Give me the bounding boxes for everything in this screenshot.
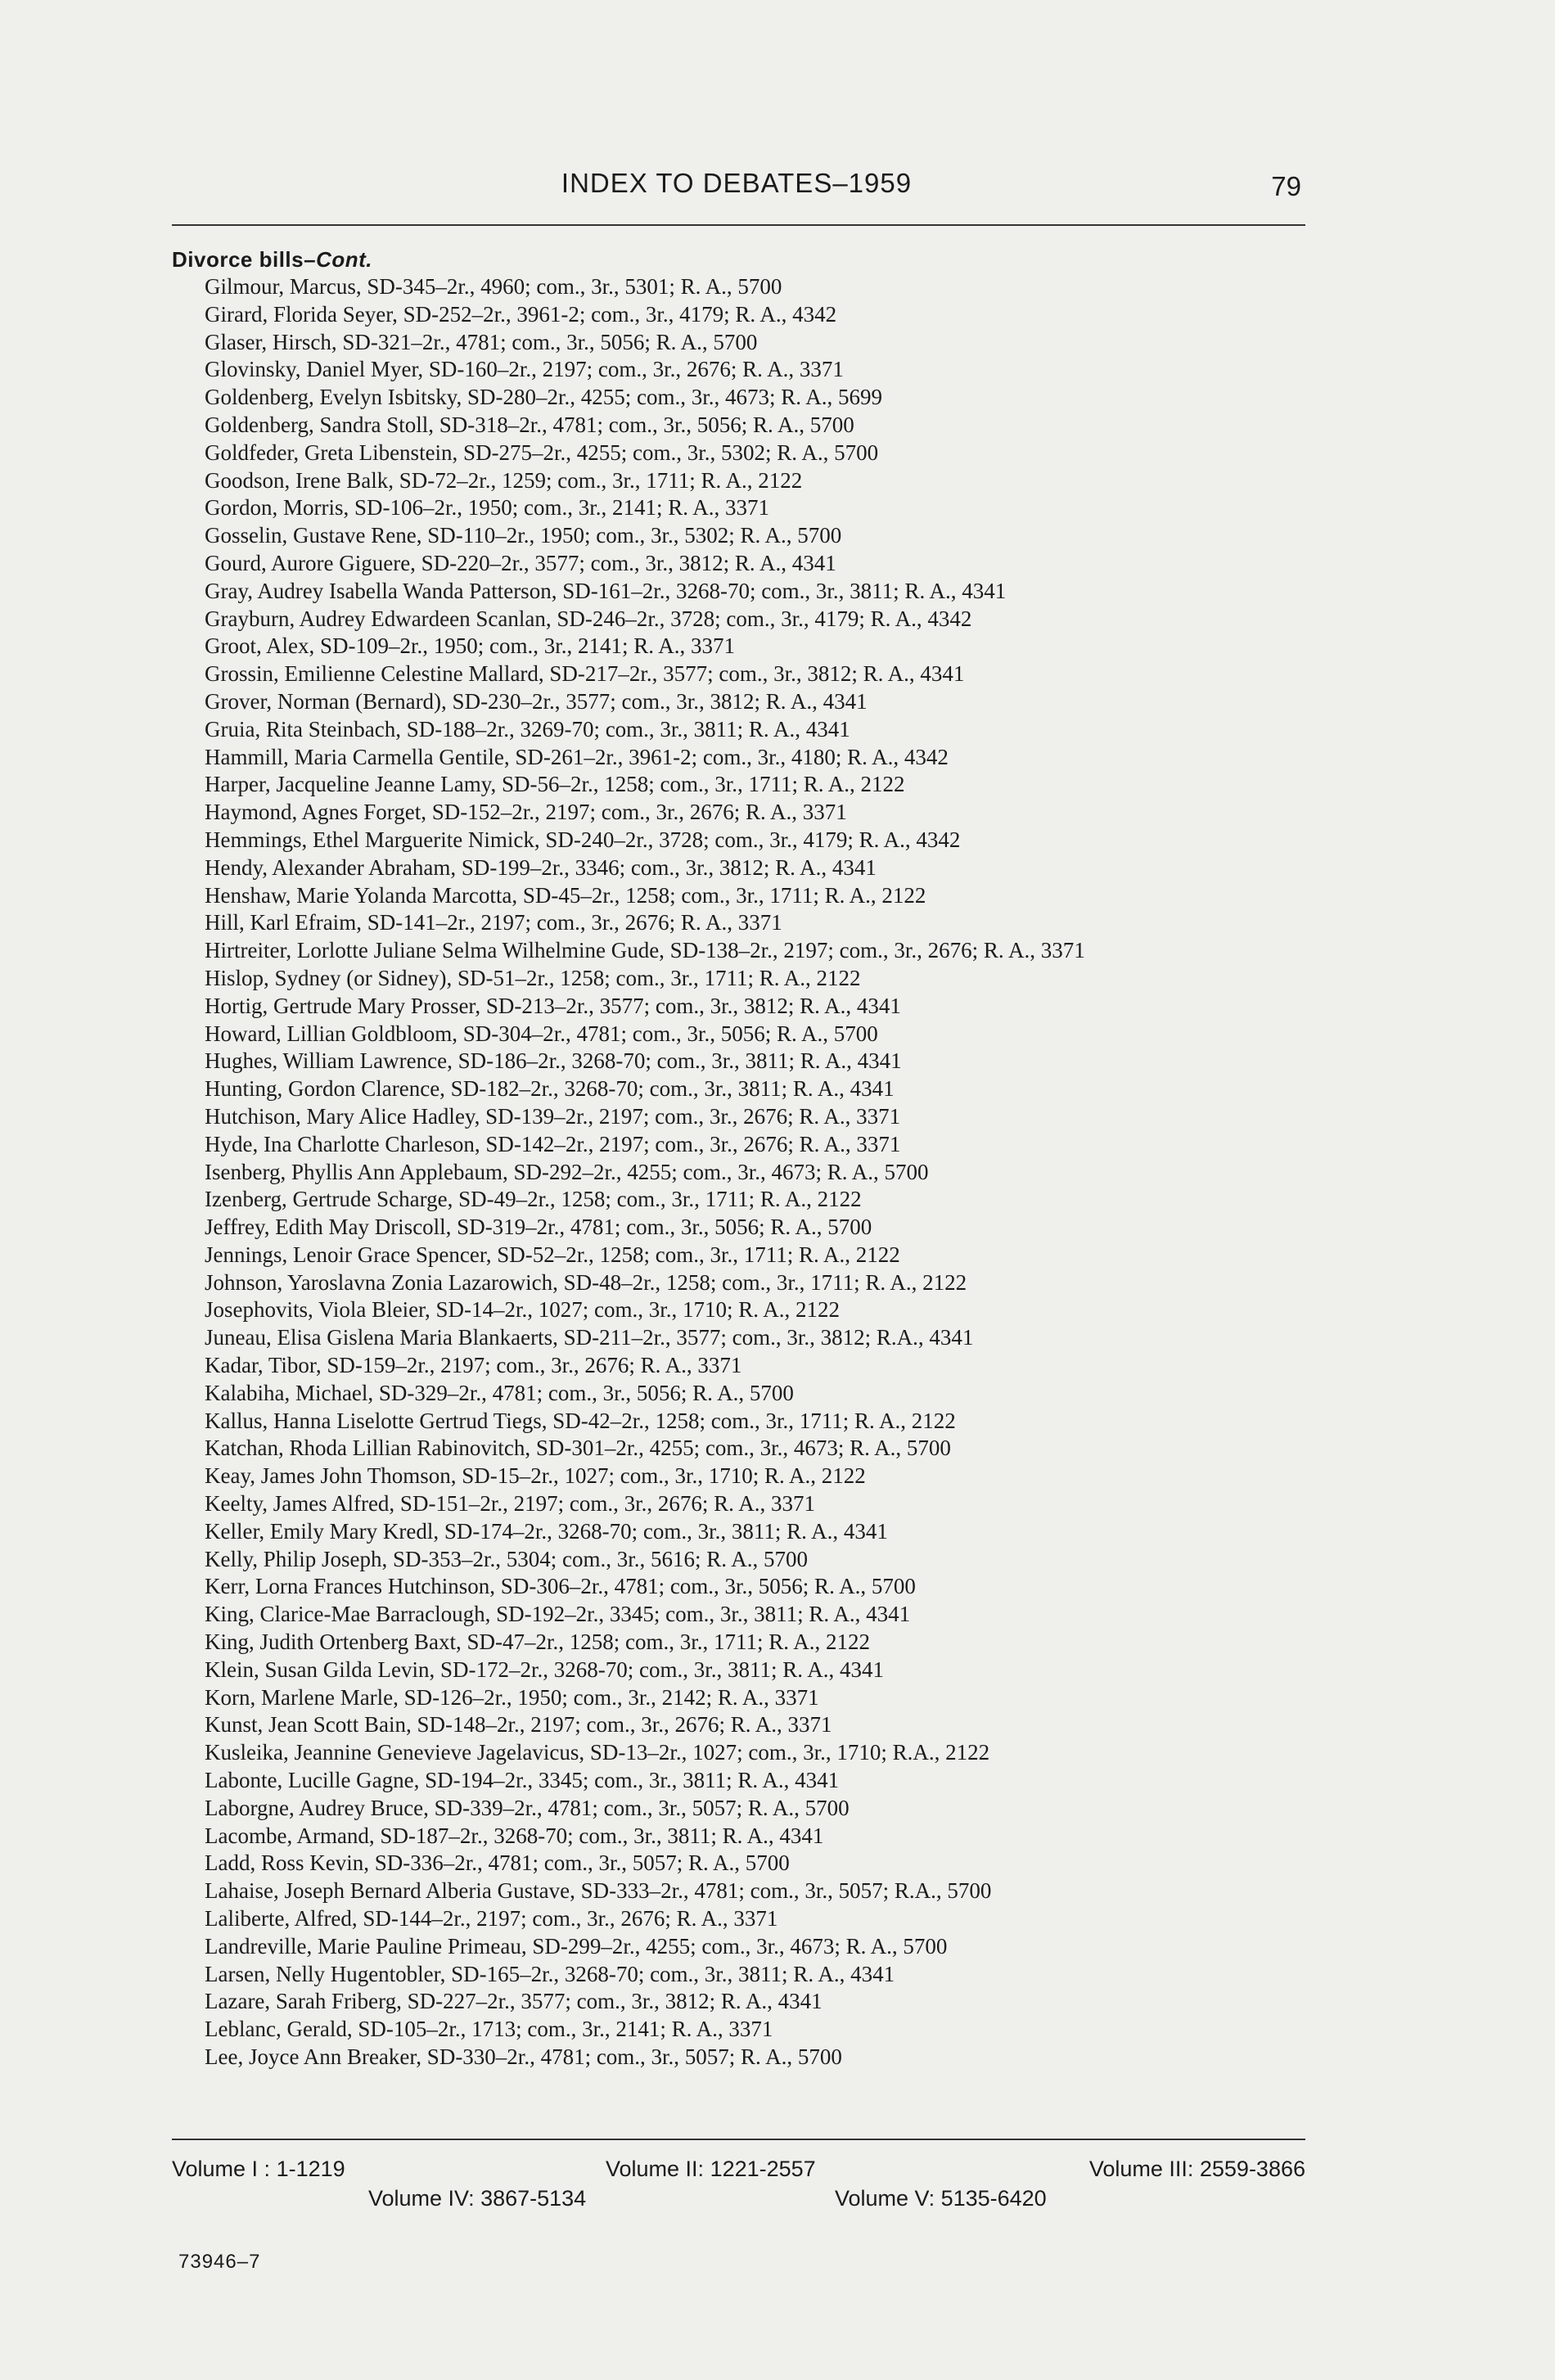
- index-entry: Katchan, Rhoda Lillian Rabinovitch, SD-301–2r., 4255; com., 3r., 4673; R. A., 5700: [205, 1436, 951, 1461]
- index-entry: Kadar, Tibor, SD-159–2r., 2197; com., 3r., 2676; R. A., 3371: [205, 1353, 742, 1378]
- index-entry: Hemmings, Ethel Marguerite Nimick, SD-240–2r., 3728; com., 3r., 4179; R. A., 4342: [205, 827, 961, 852]
- index-entry: Keay, James John Thomson, SD-15–2r., 1027; com., 3r., 1710; R. A., 2122: [205, 1463, 866, 1489]
- header-rule: [172, 224, 1305, 226]
- index-entry: Henshaw, Marie Yolanda Marcotta, SD-45–2r., 1258; com., 3r., 1711; R. A., 2122: [205, 882, 926, 908]
- section-heading-cont: Cont.: [316, 247, 372, 272]
- index-entry: Lazare, Sarah Friberg, SD-227–2r., 3577; com., 3r., 3812; R. A., 4341: [205, 1989, 823, 2014]
- index-entry: Hyde, Ina Charlotte Charleson, SD-142–2r., 2197; com., 3r., 2676; R. A., 3371: [205, 1131, 901, 1156]
- index-entry: Labonte, Lucille Gagne, SD-194–2r., 3345; com., 3r., 3811; R. A., 4341: [205, 1768, 840, 1793]
- index-entries: [172, 273, 1305, 2071]
- index-entry: Landreville, Marie Pauline Primeau, SD-299–2r., 4255; com., 3r., 4673; R. A., 5700: [205, 1933, 948, 1959]
- index-entry: Gray, Audrey Isabella Wanda Patterson, SD-161–2r., 3268-70; com., 3r., 3811; R. A., 4341: [205, 578, 1007, 603]
- page-header: [172, 168, 1301, 217]
- index-entry: Kelly, Philip Joseph, SD-353–2r., 5304; com., 3r., 5616; R. A., 5700: [205, 1546, 809, 1571]
- index-entry: Isenberg, Phyllis Ann Applebaum, SD-292–2r., 4255; com., 3r., 4673; R. A., 5700: [205, 1159, 929, 1184]
- index-entry: Hammill, Maria Carmella Gentile, SD-261–2r., 3961-2; com., 3r., 4180; R. A., 4342: [205, 744, 949, 769]
- index-entry: Groot, Alex, SD-109–2r., 1950; com., 3r., 2141; R. A., 3371: [205, 633, 735, 659]
- index-entry: King, Judith Ortenberg Baxt, SD-47–2r., 1258; com., 3r., 1711; R. A., 2122: [205, 1629, 870, 1655]
- index-entry: Gilmour, Marcus, SD-345–2r., 4960; com., 3r., 5301; R. A., 5700: [205, 274, 782, 299]
- index-entry: Grover, Norman (Bernard), SD-230–2r., 3577; com., 3r., 3812; R. A., 4341: [205, 688, 868, 714]
- index-entry: King, Clarice-Mae Barraclough, SD-192–2r., 3345; com., 3r., 3811; R. A., 4341: [205, 1602, 911, 1627]
- index-entry: Jeffrey, Edith May Driscoll, SD-319–2r., 4781; com., 3r., 5056; R. A., 5700: [205, 1215, 872, 1240]
- index-entry: Leblanc, Gerald, SD-105–2r., 1713; com., 3r., 2141; R. A., 3371: [205, 2017, 773, 2042]
- index-entry: Josephovits, Viola Bleier, SD-14–2r., 1027; com., 3r., 1710; R. A., 2122: [205, 1297, 841, 1323]
- volume-range-2: Volume II: 1221-2557: [606, 2157, 816, 2181]
- footer-rule: [172, 2139, 1305, 2140]
- index-entry: Jennings, Lenoir Grace Spencer, SD-52–2r., 1258; com., 3r., 1711; R. A., 2122: [205, 1242, 900, 1267]
- volume-range-1: Volume I : 1-1219: [172, 2157, 345, 2181]
- footer-row-2: [172, 2184, 1305, 2213]
- print-code: 73946–7: [178, 2251, 261, 2273]
- index-entry: Hirtreiter, Lorlotte Juliane Selma Wilhelmine Gude, SD-138–2r., 2197; com., 3r., 2676; R. A., 3371: [205, 938, 1085, 963]
- volume-range-5: Volume V: 5135-6420: [835, 2186, 1047, 2211]
- index-entry: Hendy, Alexander Abraham, SD-199–2r., 3346; com., 3r., 3812; R. A., 4341: [205, 854, 877, 880]
- index-entry: Lahaise, Joseph Bernard Alberia Gustave, SD-333–2r., 4781; com., 3r., 5057; R.A., 5700: [205, 1878, 992, 1904]
- index-entry: Goldenberg, Evelyn Isbitsky, SD-280–2r., 4255; com., 3r., 4673; R. A., 5699: [205, 385, 882, 410]
- index-entry: Goodson, Irene Balk, SD-72–2r., 1259; com., 3r., 1711; R. A., 2122: [205, 467, 803, 493]
- index-entry: Izenberg, Gertrude Scharge, SD-49–2r., 1258; com., 3r., 1711; R. A., 2122: [205, 1187, 862, 1212]
- section-heading-label: Divorce bills–: [172, 247, 317, 272]
- page-number: 79: [1271, 171, 1301, 201]
- index-entry: Hughes, William Lawrence, SD-186–2r., 3268-70; com., 3r., 3811; R. A., 4341: [205, 1048, 902, 1074]
- index-entry: Lacombe, Armand, SD-187–2r., 3268-70; com., 3r., 3811; R. A., 4341: [205, 1823, 824, 1848]
- index-entry: Gruia, Rita Steinbach, SD-188–2r., 3269-70; com., 3r., 3811; R. A., 4341: [205, 716, 850, 741]
- index-entry: Laborgne, Audrey Bruce, SD-339–2r., 4781; com., 3r., 5057; R. A., 5700: [205, 1795, 850, 1820]
- index-section: [172, 246, 1305, 2071]
- index-entry: Hunting, Gordon Clarence, SD-182–2r., 3268-70; com., 3r., 3811; R. A., 4341: [205, 1076, 895, 1102]
- index-entry: Ladd, Ross Kevin, SD-336–2r., 4781; com., 3r., 5057; R. A., 5700: [205, 1850, 790, 1876]
- running-title: INDEX TO DEBATES–1959: [561, 168, 913, 198]
- index-entry: Kalabiha, Michael, SD-329–2r., 4781; com., 3r., 5056; R. A., 5700: [205, 1380, 794, 1405]
- index-entry: Goldfeder, Greta Libenstein, SD-275–2r., 4255; com., 3r., 5302; R. A., 5700: [205, 439, 879, 465]
- index-entry: Kusleika, Jeannine Genevieve Jagelavicus, SD-13–2r., 1027; com., 3r., 1710; R.A., 2122: [205, 1740, 990, 1765]
- index-entry: Kunst, Jean Scott Bain, SD-148–2r., 2197; com., 3r., 2676; R. A., 3371: [205, 1712, 832, 1738]
- index-entry: Keelty, James Alfred, SD-151–2r., 2197; com., 3r., 2676; R. A., 3371: [205, 1491, 815, 1517]
- index-entry: Girard, Florida Seyer, SD-252–2r., 3961-2; com., 3r., 4179; R. A., 4342: [205, 301, 837, 327]
- index-entry: Harper, Jacqueline Jeanne Lamy, SD-56–2r., 1258; com., 3r., 1711; R. A., 2122: [205, 772, 905, 797]
- index-entry: Hislop, Sydney (or Sidney), SD-51–2r., 1258; com., 3r., 1711; R. A., 2122: [205, 965, 861, 990]
- index-entry: Haymond, Agnes Forget, SD-152–2r., 2197; com., 3r., 2676; R. A., 3371: [205, 800, 847, 825]
- index-entry: Grayburn, Audrey Edwardeen Scanlan, SD-246–2r., 3728; com., 3r., 4179; R. A., 4342: [205, 606, 972, 631]
- volume-range-4: Volume IV: 3867-5134: [368, 2186, 587, 2211]
- volume-footer: [172, 2154, 1305, 2213]
- index-entry: Laliberte, Alfred, SD-144–2r., 2197; com., 3r., 2676; R. A., 3371: [205, 1906, 778, 1931]
- index-entry: Keller, Emily Mary Kredl, SD-174–2r., 3268-70; com., 3r., 3811; R. A., 4341: [205, 1518, 888, 1544]
- index-entry: Kerr, Lorna Frances Hutchinson, SD-306–2r., 4781; com., 3r., 5056; R. A., 5700: [205, 1574, 916, 1599]
- footer-row-1: [172, 2154, 1305, 2184]
- index-entry: Howard, Lillian Goldbloom, SD-304–2r., 4781; com., 3r., 5056; R. A., 5700: [205, 1021, 878, 1046]
- section-heading: [172, 246, 1305, 273]
- index-entry: Gosselin, Gustave Rene, SD-110–2r., 1950; com., 3r., 5302; R. A., 5700: [205, 523, 842, 548]
- index-entry: Goldenberg, Sandra Stoll, SD-318–2r., 4781; com., 3r., 5056; R. A., 5700: [205, 412, 854, 437]
- index-entry: Hill, Karl Efraim, SD-141–2r., 2197; com., 3r., 2676; R. A., 3371: [205, 910, 782, 935]
- index-entry: Grossin, Emilienne Celestine Mallard, SD-217–2r., 3577; com., 3r., 3812; R. A., 4341: [205, 661, 965, 687]
- index-entry: Kallus, Hanna Liselotte Gertrud Tiegs, SD-42–2r., 1258; com., 3r., 1711; R. A., 2122: [205, 1408, 956, 1433]
- index-entry: Hortig, Gertrude Mary Prosser, SD-213–2r., 3577; com., 3r., 3812; R. A., 4341: [205, 993, 901, 1018]
- index-entry: Glaser, Hirsch, SD-321–2r., 4781; com., 3r., 5056; R. A., 5700: [205, 329, 758, 354]
- index-entry: Gourd, Aurore Giguere, SD-220–2r., 3577; com., 3r., 3812; R. A., 4341: [205, 550, 836, 575]
- index-entry: Gordon, Morris, SD-106–2r., 1950; com., 3r., 2141; R. A., 3371: [205, 495, 770, 521]
- index-entry: Johnson, Yaroslavna Zonia Lazarowich, SD-48–2r., 1258; com., 3r., 1711; R. A., 2122: [205, 1269, 967, 1295]
- index-entry: Glovinsky, Daniel Myer, SD-160–2r., 2197; com., 3r., 2676; R. A., 3371: [205, 357, 844, 382]
- index-entry: Larsen, Nelly Hugentobler, SD-165–2r., 3268-70; com., 3r., 3811; R. A., 4341: [205, 1961, 895, 1986]
- index-entry: Klein, Susan Gilda Levin, SD-172–2r., 3268-70; com., 3r., 3811; R. A., 4341: [205, 1657, 884, 1682]
- index-entry: Hutchison, Mary Alice Hadley, SD-139–2r., 2197; com., 3r., 2676; R. A., 3371: [205, 1103, 901, 1129]
- index-entry: Juneau, Elisa Gislena Maria Blankaerts, SD-211–2r., 3577; com., 3r., 3812; R.A., 4341: [205, 1325, 974, 1350]
- volume-range-3: Volume III: 2559-3866: [1088, 2157, 1305, 2181]
- index-entry: Lee, Joyce Ann Breaker, SD-330–2r., 4781; com., 3r., 5057; R. A., 5700: [205, 2044, 842, 2069]
- index-entry: Korn, Marlene Marle, SD-126–2r., 1950; com., 3r., 2142; R. A., 3371: [205, 1684, 819, 1710]
